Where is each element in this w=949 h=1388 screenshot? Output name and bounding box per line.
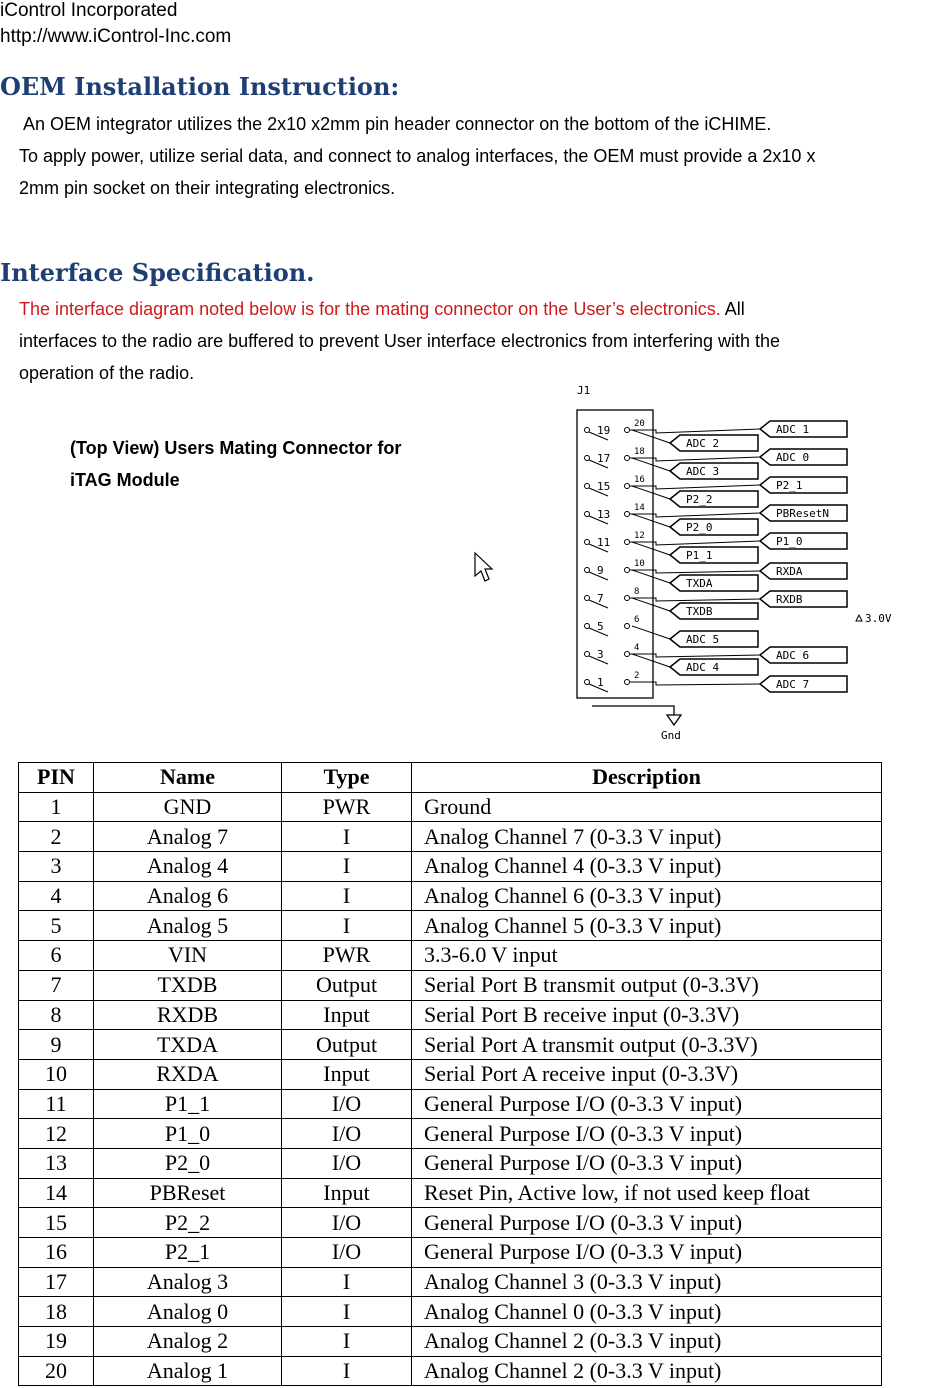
inner-wire xyxy=(632,430,670,443)
outer-wire xyxy=(630,570,760,573)
mouse-cursor-icon xyxy=(475,553,492,581)
ground-label: Gnd xyxy=(661,729,681,742)
pin-type: I/O xyxy=(282,1208,412,1238)
outer-label: ADC 7 xyxy=(776,678,810,691)
pin-hole xyxy=(625,456,630,461)
outer-label-box xyxy=(760,533,847,549)
inner-label-box xyxy=(670,491,758,507)
company-name: iControl Incorporated xyxy=(0,0,178,21)
diagram-caption-line-1: (Top View) Users Mating Connector for xyxy=(70,438,402,458)
pin-type: I/O xyxy=(282,1238,412,1268)
pin-description: Analog Channel 0 (0-3.3 V input) xyxy=(412,1297,882,1327)
inner-wire xyxy=(632,626,670,639)
pin-name: Analog 6 xyxy=(94,881,282,911)
oem-line-3: 2mm pin socket on their integrating electronics. xyxy=(19,178,396,198)
pin-number: 10 xyxy=(19,1059,94,1089)
pin-name: P1_0 xyxy=(94,1119,282,1149)
pin-description: Serial Port B receive input (0-3.3V) xyxy=(412,1000,882,1030)
pin-number: 3 xyxy=(19,852,94,882)
interface-line-1-red: The interface diagram noted below is for the mating connector on the User’s electronics. xyxy=(19,299,721,319)
table-row xyxy=(19,1030,882,1060)
inner-wire xyxy=(632,514,670,527)
oem-title: OEM Installation Instruction: xyxy=(0,72,400,101)
pin-hole xyxy=(625,484,630,489)
table-row xyxy=(19,1089,882,1119)
diagram-caption-line-2: iTAG Module xyxy=(70,470,180,490)
odd-pin-label: 3 xyxy=(597,648,604,661)
table-row xyxy=(19,1059,882,1089)
pin-description: Analog Channel 4 (0-3.3 V input) xyxy=(412,852,882,882)
pin-type: I xyxy=(282,881,412,911)
pin-name: P2_0 xyxy=(94,1148,282,1178)
pin-name: P2_1 xyxy=(94,1238,282,1268)
table-row xyxy=(19,1148,882,1178)
pin-description: General Purpose I/O (0-3.3 V input) xyxy=(412,1148,882,1178)
table-row xyxy=(19,1356,882,1386)
outer-wire xyxy=(630,598,760,601)
table-row xyxy=(19,970,882,1000)
interface-title: Interface Specification. xyxy=(0,258,315,287)
pin-number: 12 xyxy=(19,1119,94,1149)
header-name: Name xyxy=(94,763,282,793)
odd-pin-label: 5 xyxy=(597,620,604,633)
pin-number: 7 xyxy=(19,970,94,1000)
pin-hole xyxy=(585,484,590,489)
outer-label: RXDB xyxy=(776,593,803,606)
table-row xyxy=(19,1327,882,1357)
pin-hole xyxy=(585,652,590,657)
pin-description: Analog Channel 2 (0-3.3 V input) xyxy=(412,1327,882,1357)
pin-type: I xyxy=(282,1267,412,1297)
pin-number: 4 xyxy=(19,881,94,911)
pin-name: Analog 7 xyxy=(94,822,282,852)
pin-type: Input xyxy=(282,1000,412,1030)
table-row xyxy=(19,1119,882,1149)
table-row xyxy=(19,1297,882,1327)
inner-label: ADC 3 xyxy=(686,465,720,478)
outer-label-box xyxy=(760,591,847,607)
pin-type: I/O xyxy=(282,1089,412,1119)
pin-hole xyxy=(625,540,630,545)
outer-label: ADC 6 xyxy=(776,649,810,662)
pin-description: 3.3-6.0 V input xyxy=(412,941,882,971)
inner-wire xyxy=(632,458,670,471)
pin-name: VIN xyxy=(94,941,282,971)
pin-type: PWR xyxy=(282,792,412,822)
pin-hole xyxy=(625,568,630,573)
pin-name: Analog 0 xyxy=(94,1297,282,1327)
pin-number: 8 xyxy=(19,1000,94,1030)
pin-hole xyxy=(585,456,590,461)
odd-pin-label: 1 xyxy=(597,676,604,689)
outer-label: P2_1 xyxy=(776,479,803,492)
inner-label: P1_1 xyxy=(686,549,713,562)
pin-hole xyxy=(585,680,590,685)
outer-wire xyxy=(630,485,760,489)
interface-line-1-black: All xyxy=(720,299,745,319)
pin-type: I xyxy=(282,911,412,941)
outer-wire xyxy=(630,654,760,657)
pin-description: Serial Port A transmit output (0-3.3V) xyxy=(412,1030,882,1060)
voltage-symbol xyxy=(856,615,862,621)
pin-description: General Purpose I/O (0-3.3 V input) xyxy=(412,1089,882,1119)
pin-name: RXDA xyxy=(94,1059,282,1089)
outer-wire xyxy=(630,682,760,685)
odd-pin-label: 7 xyxy=(597,592,604,605)
pin-description: General Purpose I/O (0-3.3 V input) xyxy=(412,1119,882,1149)
connector-label: J1 xyxy=(577,384,591,397)
inner-label: ADC 5 xyxy=(686,633,720,646)
outer-label: PBResetN xyxy=(776,507,829,520)
pin-description: Ground xyxy=(412,792,882,822)
odd-pin-label: 15 xyxy=(597,480,611,493)
pin-description: Analog Channel 7 (0-3.3 V input) xyxy=(412,822,882,852)
table-row xyxy=(19,911,882,941)
pin-description: General Purpose I/O (0-3.3 V input) xyxy=(412,1238,882,1268)
pin-name: Analog 1 xyxy=(94,1356,282,1386)
pin-number: 13 xyxy=(19,1148,94,1178)
pin-type: Input xyxy=(282,1059,412,1089)
header-type: Type xyxy=(282,763,412,793)
outer-label: ADC 0 xyxy=(776,451,810,464)
pin-type: Output xyxy=(282,970,412,1000)
pin-number: 5 xyxy=(19,911,94,941)
pin-table xyxy=(18,762,882,1386)
pin-description: Analog Channel 2 (0-3.3 V input) xyxy=(412,1356,882,1386)
inner-label: P2_0 xyxy=(686,521,713,534)
pin-type: I xyxy=(282,822,412,852)
outer-label: P1_0 xyxy=(776,535,803,548)
inner-wire xyxy=(632,542,670,555)
pin-type: I xyxy=(282,852,412,882)
pin-number: 20 xyxy=(19,1356,94,1386)
pin-type: Output xyxy=(282,1030,412,1060)
table-row xyxy=(19,1000,882,1030)
pin-description: General Purpose I/O (0-3.3 V input) xyxy=(412,1208,882,1238)
header-description: Description xyxy=(412,763,882,793)
odd-pin-label: 17 xyxy=(597,452,611,465)
pin-number: 11 xyxy=(19,1089,94,1119)
pin-name: RXDB xyxy=(94,1000,282,1030)
pin-type: I xyxy=(282,1297,412,1327)
pin-name: PBReset xyxy=(94,1178,282,1208)
pin-hole xyxy=(585,568,590,573)
even-pin-label: 16 xyxy=(634,475,645,485)
pin-name: GND xyxy=(94,792,282,822)
pin-number: 19 xyxy=(19,1327,94,1357)
inner-wire xyxy=(632,570,670,583)
pin-type: PWR xyxy=(282,941,412,971)
pin-hole xyxy=(585,596,590,601)
table-row xyxy=(19,792,882,822)
table-row xyxy=(19,941,882,971)
table-row xyxy=(19,1267,882,1297)
oem-line-2: To apply power, utilize serial data, and connect to analog interfaces, the OEM must provide a 2x10 x xyxy=(19,146,816,166)
pin-number: 14 xyxy=(19,1178,94,1208)
pin-type: Input xyxy=(282,1178,412,1208)
outer-label: RXDA xyxy=(776,565,803,578)
inner-label-box xyxy=(670,603,758,619)
pin-description: Analog Channel 5 (0-3.3 V input) xyxy=(412,911,882,941)
even-pin-label: 20 xyxy=(634,419,645,429)
pin-number: 16 xyxy=(19,1238,94,1268)
pin-number: 6 xyxy=(19,941,94,971)
even-pin-label: 14 xyxy=(634,503,645,513)
even-pin-label: 18 xyxy=(634,447,645,457)
inner-label: P2_2 xyxy=(686,493,713,506)
pin-description: Analog Channel 3 (0-3.3 V input) xyxy=(412,1267,882,1297)
interface-line-3: operation of the radio. xyxy=(19,363,195,383)
outer-label-box xyxy=(760,477,847,493)
voltage-label: 3.0V xyxy=(865,612,892,625)
pin-hole xyxy=(585,624,590,629)
pin-hole xyxy=(625,596,630,601)
pin-hole xyxy=(625,652,630,657)
odd-pin-label: 11 xyxy=(597,536,611,549)
pin-hole xyxy=(625,428,630,433)
inner-label-box xyxy=(670,575,758,591)
even-pin-label: 4 xyxy=(634,643,640,653)
table-row xyxy=(19,822,882,852)
pin-hole xyxy=(625,680,630,685)
inner-label: TXDA xyxy=(686,577,713,590)
pin-description: Serial Port A receive input (0-3.3V) xyxy=(412,1059,882,1089)
pin-hole xyxy=(585,428,590,433)
pin-description: Serial Port B transmit output (0-3.3V) xyxy=(412,970,882,1000)
header-pin: PIN xyxy=(19,763,94,793)
pin-description: Reset Pin, Active low, if not used keep float xyxy=(412,1178,882,1208)
odd-pin-label: 9 xyxy=(597,564,604,577)
pin-hole xyxy=(585,540,590,545)
outer-wire xyxy=(630,513,760,517)
outer-wire xyxy=(630,457,760,461)
pin-type: I/O xyxy=(282,1119,412,1149)
pin-hole xyxy=(585,512,590,517)
table-row xyxy=(19,1178,882,1208)
ground-wire xyxy=(592,706,674,715)
pin-hole xyxy=(625,512,630,517)
inner-label: TXDB xyxy=(686,605,713,618)
even-pin-label: 10 xyxy=(634,559,645,569)
pin-number: 1 xyxy=(19,792,94,822)
inner-wire xyxy=(632,654,670,667)
pin-type: I xyxy=(282,1356,412,1386)
oem-line-1: An OEM integrator utilizes the 2x10 x2mm pin header connector on the bottom of the iCHIME. xyxy=(23,114,772,134)
pin-hole xyxy=(625,624,630,629)
table-row xyxy=(19,852,882,882)
inner-label-box xyxy=(670,547,758,563)
inner-label-box xyxy=(670,519,758,535)
even-pin-label: 12 xyxy=(634,531,645,541)
pin-number: 17 xyxy=(19,1267,94,1297)
even-pin-label: 6 xyxy=(634,615,640,625)
inner-label: ADC 2 xyxy=(686,437,720,450)
inner-label: ADC 4 xyxy=(686,661,720,674)
pin-type: I/O xyxy=(282,1148,412,1178)
pin-name: P2_2 xyxy=(94,1208,282,1238)
outer-label-box xyxy=(760,563,847,579)
odd-pin-label: 19 xyxy=(597,424,611,437)
interface-line-2: interfaces to the radio are buffered to prevent User interface electronics from interfering with the xyxy=(19,331,781,351)
outer-wire xyxy=(630,429,760,433)
pin-number: 9 xyxy=(19,1030,94,1060)
pin-name: TXDB xyxy=(94,970,282,1000)
pin-name: Analog 5 xyxy=(94,911,282,941)
pin-name: P1_1 xyxy=(94,1089,282,1119)
outer-label: ADC 1 xyxy=(776,423,810,436)
table-row xyxy=(19,1208,882,1238)
inner-wire xyxy=(632,598,670,611)
table-row xyxy=(19,881,882,911)
inner-wire xyxy=(632,486,670,499)
even-pin-label: 8 xyxy=(634,587,640,597)
pin-type: I xyxy=(282,1327,412,1357)
odd-pin-label: 13 xyxy=(597,508,611,521)
pin-name: Analog 4 xyxy=(94,852,282,882)
pin-table-header xyxy=(19,763,882,793)
even-pin-label: 2 xyxy=(634,671,640,681)
pin-number: 15 xyxy=(19,1208,94,1238)
table-row xyxy=(19,1238,882,1268)
pin-name: TXDA xyxy=(94,1030,282,1060)
pin-description: Analog Channel 6 (0-3.3 V input) xyxy=(412,881,882,911)
pin-number: 18 xyxy=(19,1297,94,1327)
pin-number: 2 xyxy=(19,822,94,852)
company-url[interactable]: http://www.iControl-Inc.com xyxy=(0,26,232,47)
outer-wire xyxy=(630,541,760,545)
ground-symbol xyxy=(667,715,681,725)
pin-name: Analog 2 xyxy=(94,1327,282,1357)
pin-name: Analog 3 xyxy=(94,1267,282,1297)
